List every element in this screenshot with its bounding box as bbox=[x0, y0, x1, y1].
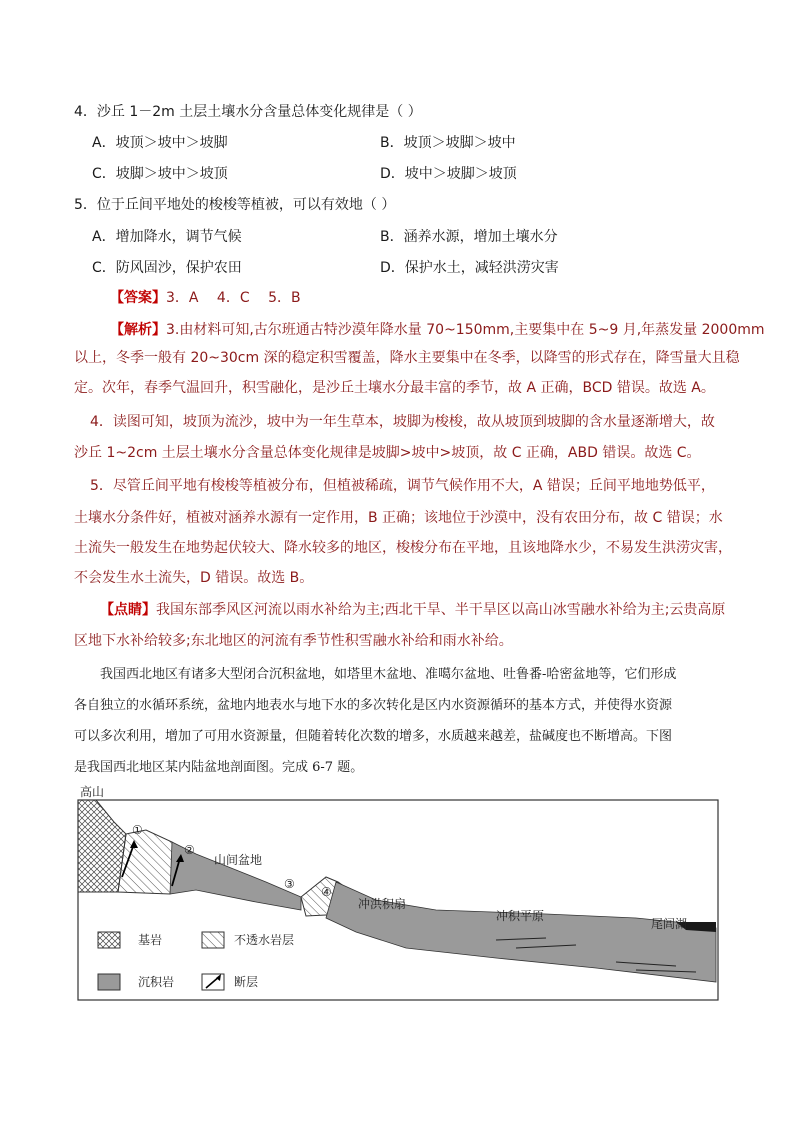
answer-text: 3．A 4．C 5．B bbox=[166, 290, 301, 306]
tip-text-1: 我国东部季风区河流以雨水补给为主;西北干旱、半干旱区以高山冰雪融水补给为主;云贵高原 bbox=[156, 602, 726, 618]
question-5-stem: 5．位于丘间平地处的梭梭等植被，可以有效地（ ） bbox=[74, 197, 396, 213]
legend-impermeable-swatch bbox=[202, 932, 224, 948]
analysis-line-3: 定。次年，春季气温回升，积雪融化，是沙丘土壤水分最丰富的季节，故 A 正确，BCD 错误。故选 A。 bbox=[74, 380, 715, 396]
answer-tag: 【答案】 bbox=[110, 290, 166, 306]
legend-sediment-swatch bbox=[98, 974, 120, 990]
label-n1: ① bbox=[132, 823, 143, 837]
analysis-line-6: 5．尽管丘间平地有梭梭等植被分布，但植被稀疏，调节气候作用不大，A 错误；丘间平地地势低平， bbox=[90, 478, 715, 494]
question-5-option-a: A．增加降水，调节气候 bbox=[92, 229, 242, 245]
analysis-line-4: 4．读图可知，坡顶为流沙，坡中为一年生草本，坡脚为梭梭，故从坡顶到坡脚的含水量逐渐增大，故 bbox=[90, 414, 715, 430]
answer-line bbox=[110, 288, 301, 308]
passage-line-4: 是我国西北地区某内陆盆地剖面图。完成 6-7 题。 bbox=[74, 760, 364, 775]
label-n3: ③ bbox=[284, 877, 295, 891]
tip-tag: 【点睛】 bbox=[100, 602, 156, 618]
analysis-line-1 bbox=[110, 320, 765, 340]
question-4-option-d: D．坡中＞坡脚＞坡顶 bbox=[380, 166, 517, 182]
question-5-option-c: C．防风固沙，保护农田 bbox=[92, 260, 242, 276]
analysis-tag: 【解析】 bbox=[110, 322, 166, 338]
label-lake: 尾闾湖 bbox=[651, 917, 688, 931]
label-mountain: 高山 bbox=[80, 785, 105, 799]
basin-cross-section-figure bbox=[76, 782, 726, 1007]
passage-line-2: 各自独立的水循环系统，盆地内地表水与地下水的多次转化是区内水资源循环的基本方式，并使得水资源 bbox=[74, 698, 673, 713]
label-plain: 冲积平原 bbox=[496, 909, 545, 923]
question-4-option-c: C．坡脚＞坡中＞坡顶 bbox=[92, 166, 228, 182]
analysis-text-1: 3.由材料可知,古尔班通古特沙漠年降水量 70~150mm,主要集中在 5~9 月,年蒸发量 2000mm bbox=[166, 322, 765, 338]
analysis-line-5: 沙丘 1~2cm 土层土壤水分含量总体变化规律是坡脚>坡中>坡顶，故 C 正确，ABD 错误。故选 C。 bbox=[74, 445, 701, 461]
question-4-stem: 4．沙丘 1－2m 土层土壤水分含量总体变化规律是（ ） bbox=[74, 104, 422, 120]
analysis-line-8: 土流失一般发生在地势起伏较大、降水较多的地区，梭梭分布在平地，且该地降水少，不易发生洪涝灾害， bbox=[74, 540, 732, 556]
question-4-option-a: A．坡顶＞坡中＞坡脚 bbox=[92, 135, 228, 151]
question-5-option-b: B．涵养水源，增加土壤水分 bbox=[380, 229, 558, 245]
legend-bedrock-label: 基岩 bbox=[138, 933, 163, 947]
label-fan: 冲洪积扇 bbox=[358, 897, 407, 911]
legend-impermeable-label: 不透水岩层 bbox=[234, 933, 295, 947]
tip-line-1 bbox=[100, 600, 725, 620]
legend-bedrock-swatch bbox=[98, 932, 120, 948]
label-basin: 山间盆地 bbox=[214, 853, 263, 867]
analysis-line-9: 不会发生水土流失，D 错误。故选 B。 bbox=[74, 570, 314, 586]
analysis-line-7: 土壤水分条件好，植被对涵养水源有一定作用，B 正确；该地位于沙漠中，没有农田分布，故 C 错误；水 bbox=[74, 510, 723, 526]
question-5-option-d: D．保护水土，减轻洪涝灾害 bbox=[380, 260, 559, 276]
passage-line-3: 可以多次利用，增加了可用水资源量，但随着转化次数的增多，水质越来越差，盐碱度也不断增高。下图 bbox=[74, 729, 673, 744]
label-n2: ② bbox=[184, 843, 195, 857]
legend-sediment-label: 沉积岩 bbox=[138, 975, 175, 989]
tip-line-2: 区地下水补给较多;东北地区的河流有季节性积雪融水补给和雨水补给。 bbox=[74, 633, 513, 649]
question-4-option-b: B．坡顶＞坡脚＞坡中 bbox=[380, 135, 516, 151]
passage-line-1: 我国西北地区有诸多大型闭合沉积盆地，如塔里木盆地、准噶尔盆地、吐鲁番-哈密盆地等，它们形成 bbox=[100, 667, 677, 682]
analysis-line-2: 以上，冬季一般有 20~30cm 深的稳定积雪覆盖，降水主要集中在冬季，以降雪的形式存在，降雪量大且稳 bbox=[74, 350, 740, 366]
legend-fault-label: 断层 bbox=[234, 975, 259, 989]
label-n4: ④ bbox=[321, 885, 332, 899]
